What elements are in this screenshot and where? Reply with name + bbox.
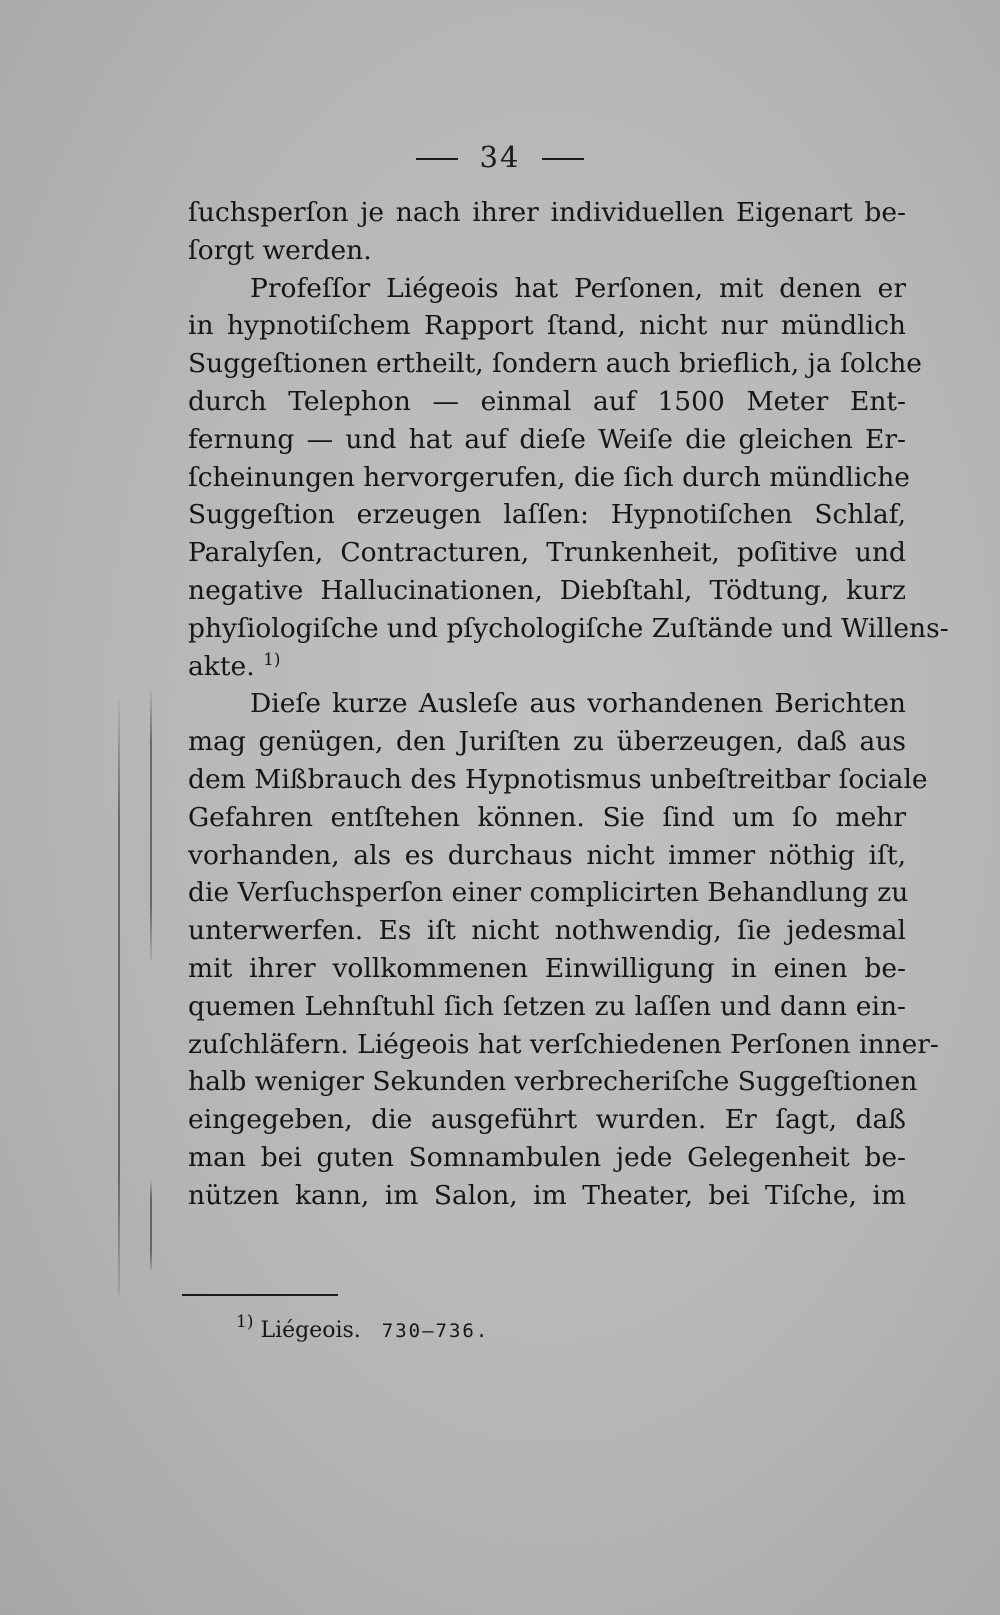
text-line: mag genügen, den Juriſten zu überzeugen, daß aus (188, 726, 906, 758)
text-line: ſorgt werden. (188, 234, 372, 266)
text-line: dem Mißbrauch des Hypnotismus unbeſtreitbar ſociale (188, 763, 928, 795)
page-number-text: 34 (479, 140, 521, 174)
text-line: halb weniger Sekunden verbrecheriſche Suggeſtionen (188, 1066, 918, 1098)
body-text (188, 194, 949, 1215)
text-line: Suggeſtion erzeugen laſſen: Hypnotiſchen Schlaf, (188, 499, 906, 531)
text-line: quemen Lehnſtuhl ſich ſetzen zu laſſen und dann ein- (188, 990, 906, 1022)
footnote-pages: 730—736. (381, 1320, 490, 1342)
text-line: die Verſuchsperſon einer complicirten Behandlung zu (188, 877, 909, 909)
text-line: man bei guten Somnambulen jede Gelegenheit be- (188, 1141, 906, 1173)
text-line: ſcheinungen hervorgerufen, die ſich durch mündliche (188, 461, 910, 493)
text-line: unterwerfen. Es iſt nicht nothwendig, ſie jedesmal (188, 915, 906, 947)
text-line: Suggeſtionen ertheilt, ſondern auch brieflich, ja ſolche (188, 348, 922, 380)
text-line: Gefahren entſtehen können. Sie ſind um ſo mehr (188, 801, 906, 833)
margin-pencil-mark (118, 700, 120, 1295)
footnote (236, 1312, 490, 1343)
footnote-rule (182, 1294, 338, 1296)
text-line-with-footnote-ref (188, 648, 906, 686)
footnote-marker: 1) (236, 1312, 254, 1332)
page-number-dash-right (542, 158, 584, 160)
footnote-reference: 1) (263, 649, 281, 670)
text-line: mit ihrer vollkommenen Einwilligung in einen be- (188, 952, 906, 984)
margin-pencil-mark (150, 1180, 152, 1270)
text-line: nützen kann, im Salon, im Theater, bei Tiſche, im (188, 1179, 906, 1211)
margin-pencil-mark (150, 690, 152, 960)
text-line: zuſchläfern. Liégeois hat verſchiedenen Perſonen inner- (188, 1028, 939, 1060)
page-number (0, 140, 1000, 174)
text-line: negative Hallucinationen, Diebſtahl, Tödtung, kurz (188, 574, 906, 606)
footnote-author: Liégeois. (260, 1318, 361, 1343)
text-line: Paralyſen, Contracturen, Trunkenheit, poſitive und (188, 537, 906, 569)
text-line: akte. (188, 650, 255, 682)
text-line: in hypnotiſchem Rapport ſtand, nicht nur mündlich (188, 310, 906, 342)
text-line: Dieſe kurze Ausleſe aus vorhandenen Berichten (250, 688, 906, 720)
text-line: ſuchsperſon je nach ihrer individuellen Eigenart be- (188, 197, 906, 228)
text-line: vorhanden, als es durchaus nicht immer nöthig iſt, (188, 839, 906, 871)
text-line: fernung — und hat auf dieſe Weiſe die gleichen Er- (188, 423, 906, 455)
page-number-dash-left (416, 158, 458, 160)
text-line: phyſiologiſche und pſychologiſche Zuſtände und Willens- (188, 612, 949, 644)
text-line: durch Telephon — einmal auf 1500 Meter Ent- (188, 385, 906, 417)
text-line: Profeſſor Liégeois hat Perſonen, mit denen er (250, 272, 906, 304)
text-line: eingegeben, die ausgeführt wurden. Er ſagt, daß (188, 1104, 906, 1136)
